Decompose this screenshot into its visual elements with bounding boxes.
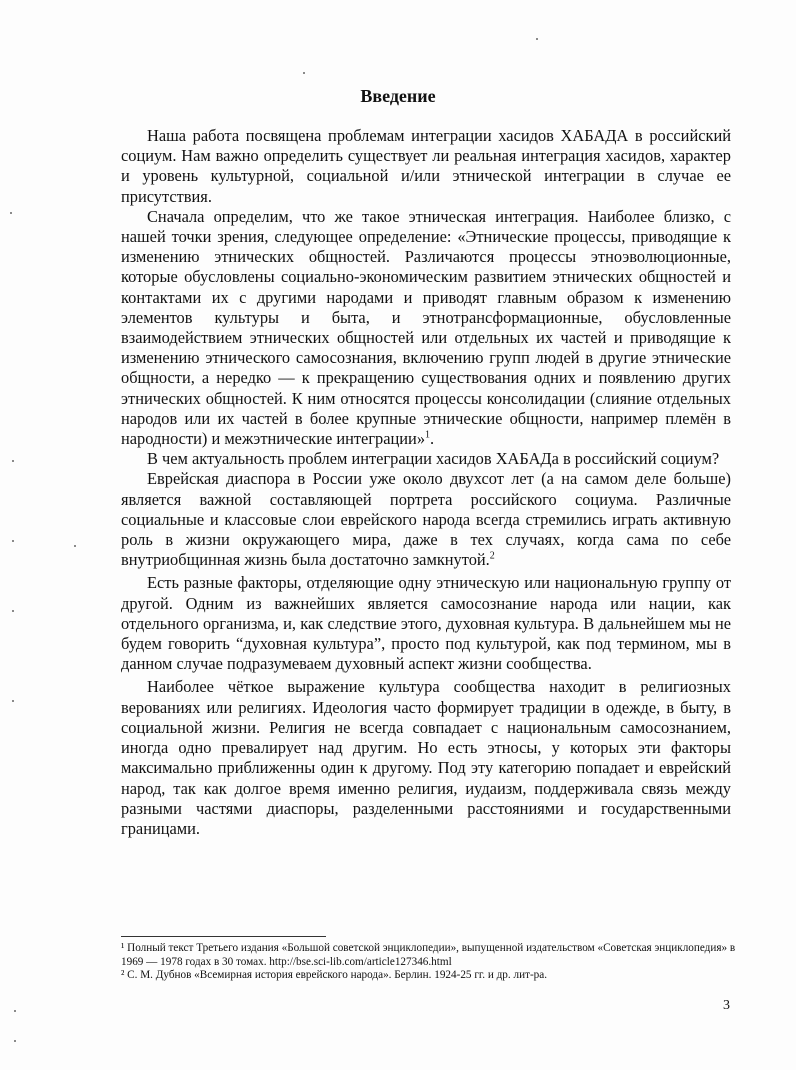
paragraph-text: Есть разные факторы, отделяющие одну этническую или национальную группу от другой. Одним из важнейших является самосознание народа или нации, как отдельного организма, и, как следствие этого, духовная культура. В дальнейшем мы не будем говорить “духовная культура”, просто под культурой, как под термином, мы в данном случае подразумеваем духовный аспект жизни сообщества. [121, 573, 731, 674]
paragraph-question [121, 449, 731, 469]
scan-speck [12, 540, 14, 542]
footnote-2: ² С. М. Дубнов «Всемирная история еврейского народа». Берлин. 1924-25 гг. и др. лит-ра. [121, 969, 548, 982]
footnote-divider [121, 936, 326, 937]
footnotes [121, 942, 741, 983]
paragraph-definition: Сначала определим, что же такое этническая интеграция. Наиболее близко, с нашей точки зрения, следующее определение: «Этнические процессы, приводящие к изменению этнических общностей. Различаются процессы этноэволюционные, которые обусловлены социально-экономическим развитием этнических общностей и контактами их с другими народами и приводят главным образом к изменению элементов культуры и быта, и этнотрансформационные, обусловленные взаимодействием этнических общностей или отдельных их частей и приводящие к изменению этнического самосознания, включению групп людей в другие этнические общности, а нередко — к прекращению существования одних и появлению других этнических общностей. К ним относятся процессы консолидации (слияние отдельных народов или их частей в более крупные этнические общности, например племён в народности) и межэтнические интеграции»$^1$. [121, 206, 731, 449]
paragraph-text: Наша работа посвящена проблемам интеграции хасидов ХАБАДА в российский социум. Нам важно определить существует ли реальная интеграция хасидов, характер и уровень культурной, социальной и/или этнической интеграции в случае ее присутствия. [121, 126, 731, 206]
paragraph-factors [121, 573, 731, 674]
scan-speck [12, 700, 14, 702]
scan-speck [74, 545, 76, 547]
footnote-mark: 1 [425, 429, 431, 441]
paragraph-text: Еврейская диаспора в России уже около двухсот лет (а на самом деле больше) является важной составляющей портрета российского социума. Различные социальные и классовые слои еврейского народа всегда стремились играть активную роль в жизни окружающего мира, даже в тех случаях, когда сама по себе внутриобщинная жизнь была достаточно замкнутой. [121, 469, 731, 570]
body-text [121, 126, 731, 839]
paragraph-text: В чем актуальность проблем интеграции хасидов ХАБАДа в российский социум? [147, 449, 720, 469]
scan-speck [536, 38, 538, 40]
scan-speck [14, 1040, 16, 1042]
scan-speck [14, 1010, 16, 1012]
scan-speck [12, 460, 14, 462]
scan-speck [12, 610, 14, 612]
page-number: 3 [723, 998, 730, 1013]
paragraph-intro [121, 126, 731, 207]
scan-speck [10, 212, 12, 214]
paragraph-diaspora [121, 469, 731, 570]
paragraph-text: Сначала определим, что же такое этническая интеграция. Наиболее близко, с нашей точки зрения, следующее определение: «Этнические процессы, приводящие к изменению этнических общностей. Различаются процессы этноэволюционные, которые обусловлены социально-экономическим развитием этнических общностей и контактами их с другими народами и приводят главным образом к изменению элементов культуры и быта, и этнотрансформационные, обусловленные взаимодействием этнических общностей или отдельных их частей и приводящие к изменению этнического самосознания, включению групп людей в другие этнические общности, а нередко — к прекращению существования одних и появлению других этнических общностей. К ним относятся процессы консолидации (слияние отдельных народов или их частей в более крупные этнические общности, например племён в народности) и межэтнические интеграции» [121, 206, 731, 449]
paragraph-religion [121, 677, 731, 839]
footnote-mark: 2 [489, 550, 495, 562]
paragraph-text: Наиболее чёткое выражение культура сообщества находит в религиозных верованиях или религиях. Идеология часто формирует традиции в одежде, в быту, в социальной жизни. Религия не всегда совпадает с национальным самосознанием, иногда одно превалирует над другим. Но есть этносы, у которых эти факторы максимально приближенны один к другому. Под эту категорию попадает и еврейский народ, так как долгое время именно религия, иудаизм, поддерживала связь между разными частями диаспоры, разделенными расстояниями и государственными границами. [121, 677, 731, 838]
page-title: Введение [360, 86, 436, 106]
scan-speck [303, 72, 305, 74]
footnote-1: ¹ Полный текст Третьего издания «Большой советской энциклопедии», выпущенной издательством «Советская энциклопедия» в 1969 — 1978 годах в 30 томах. http://bse.sci-lib.com/article127346.html [121, 942, 736, 968]
